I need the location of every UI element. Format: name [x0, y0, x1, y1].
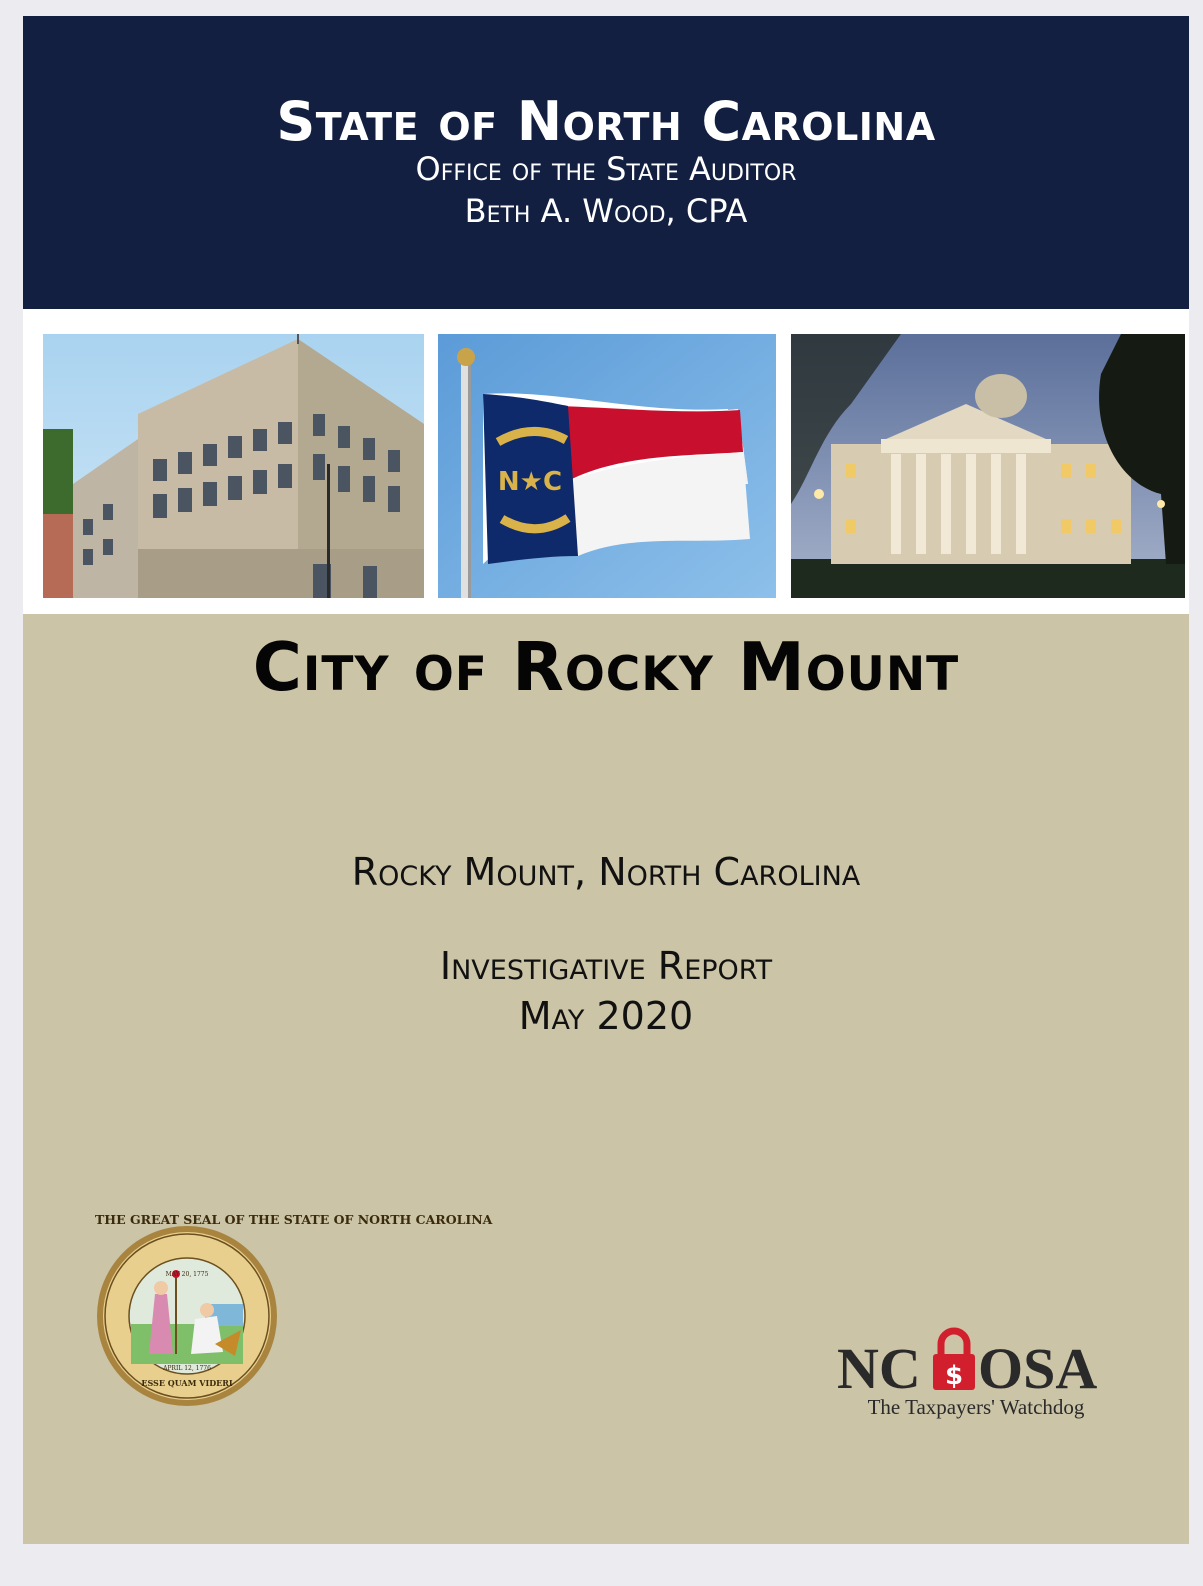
report-type: Investigative Report	[439, 944, 773, 988]
auditor-name: Beth A. Wood, CPA	[464, 192, 748, 230]
flag-lettering: N★C	[497, 467, 563, 497]
capitol-photo	[791, 334, 1185, 598]
cover-body	[23, 614, 1189, 1544]
logo-tagline: The Taxpayers' Watchdog	[867, 1395, 1085, 1419]
report-cover	[23, 16, 1189, 1544]
report-entity: City of Rocky Mount	[252, 628, 960, 706]
report-location: Rocky Mount, North Carolina	[351, 850, 861, 894]
state-seal-image	[95, 1212, 493, 1408]
report-date: May 2020	[518, 994, 694, 1038]
seal-date-top: MAY 20, 1775	[165, 1271, 209, 1278]
seal-date-bottom: APRIL 12, 1776	[163, 1365, 211, 1372]
state-title: State of North Carolina	[276, 90, 936, 153]
svg-text:$: $	[944, 1361, 964, 1391]
logo-osa: OSA	[978, 1336, 1098, 1401]
seal-text: THE GREAT SEAL OF THE STATE OF NORTH CAROLINA	[95, 1212, 493, 1227]
seal-motto: ESSE QUAM VIDERI	[141, 1378, 233, 1388]
ncosa-logo	[835, 1326, 1117, 1426]
office-building-photo	[43, 334, 424, 598]
cover-header	[23, 16, 1189, 309]
office-name: Office of the State Auditor	[415, 150, 797, 188]
padlock-icon	[933, 1331, 975, 1391]
logo-nc: NC	[837, 1336, 921, 1401]
nc-flag-photo	[438, 334, 776, 598]
